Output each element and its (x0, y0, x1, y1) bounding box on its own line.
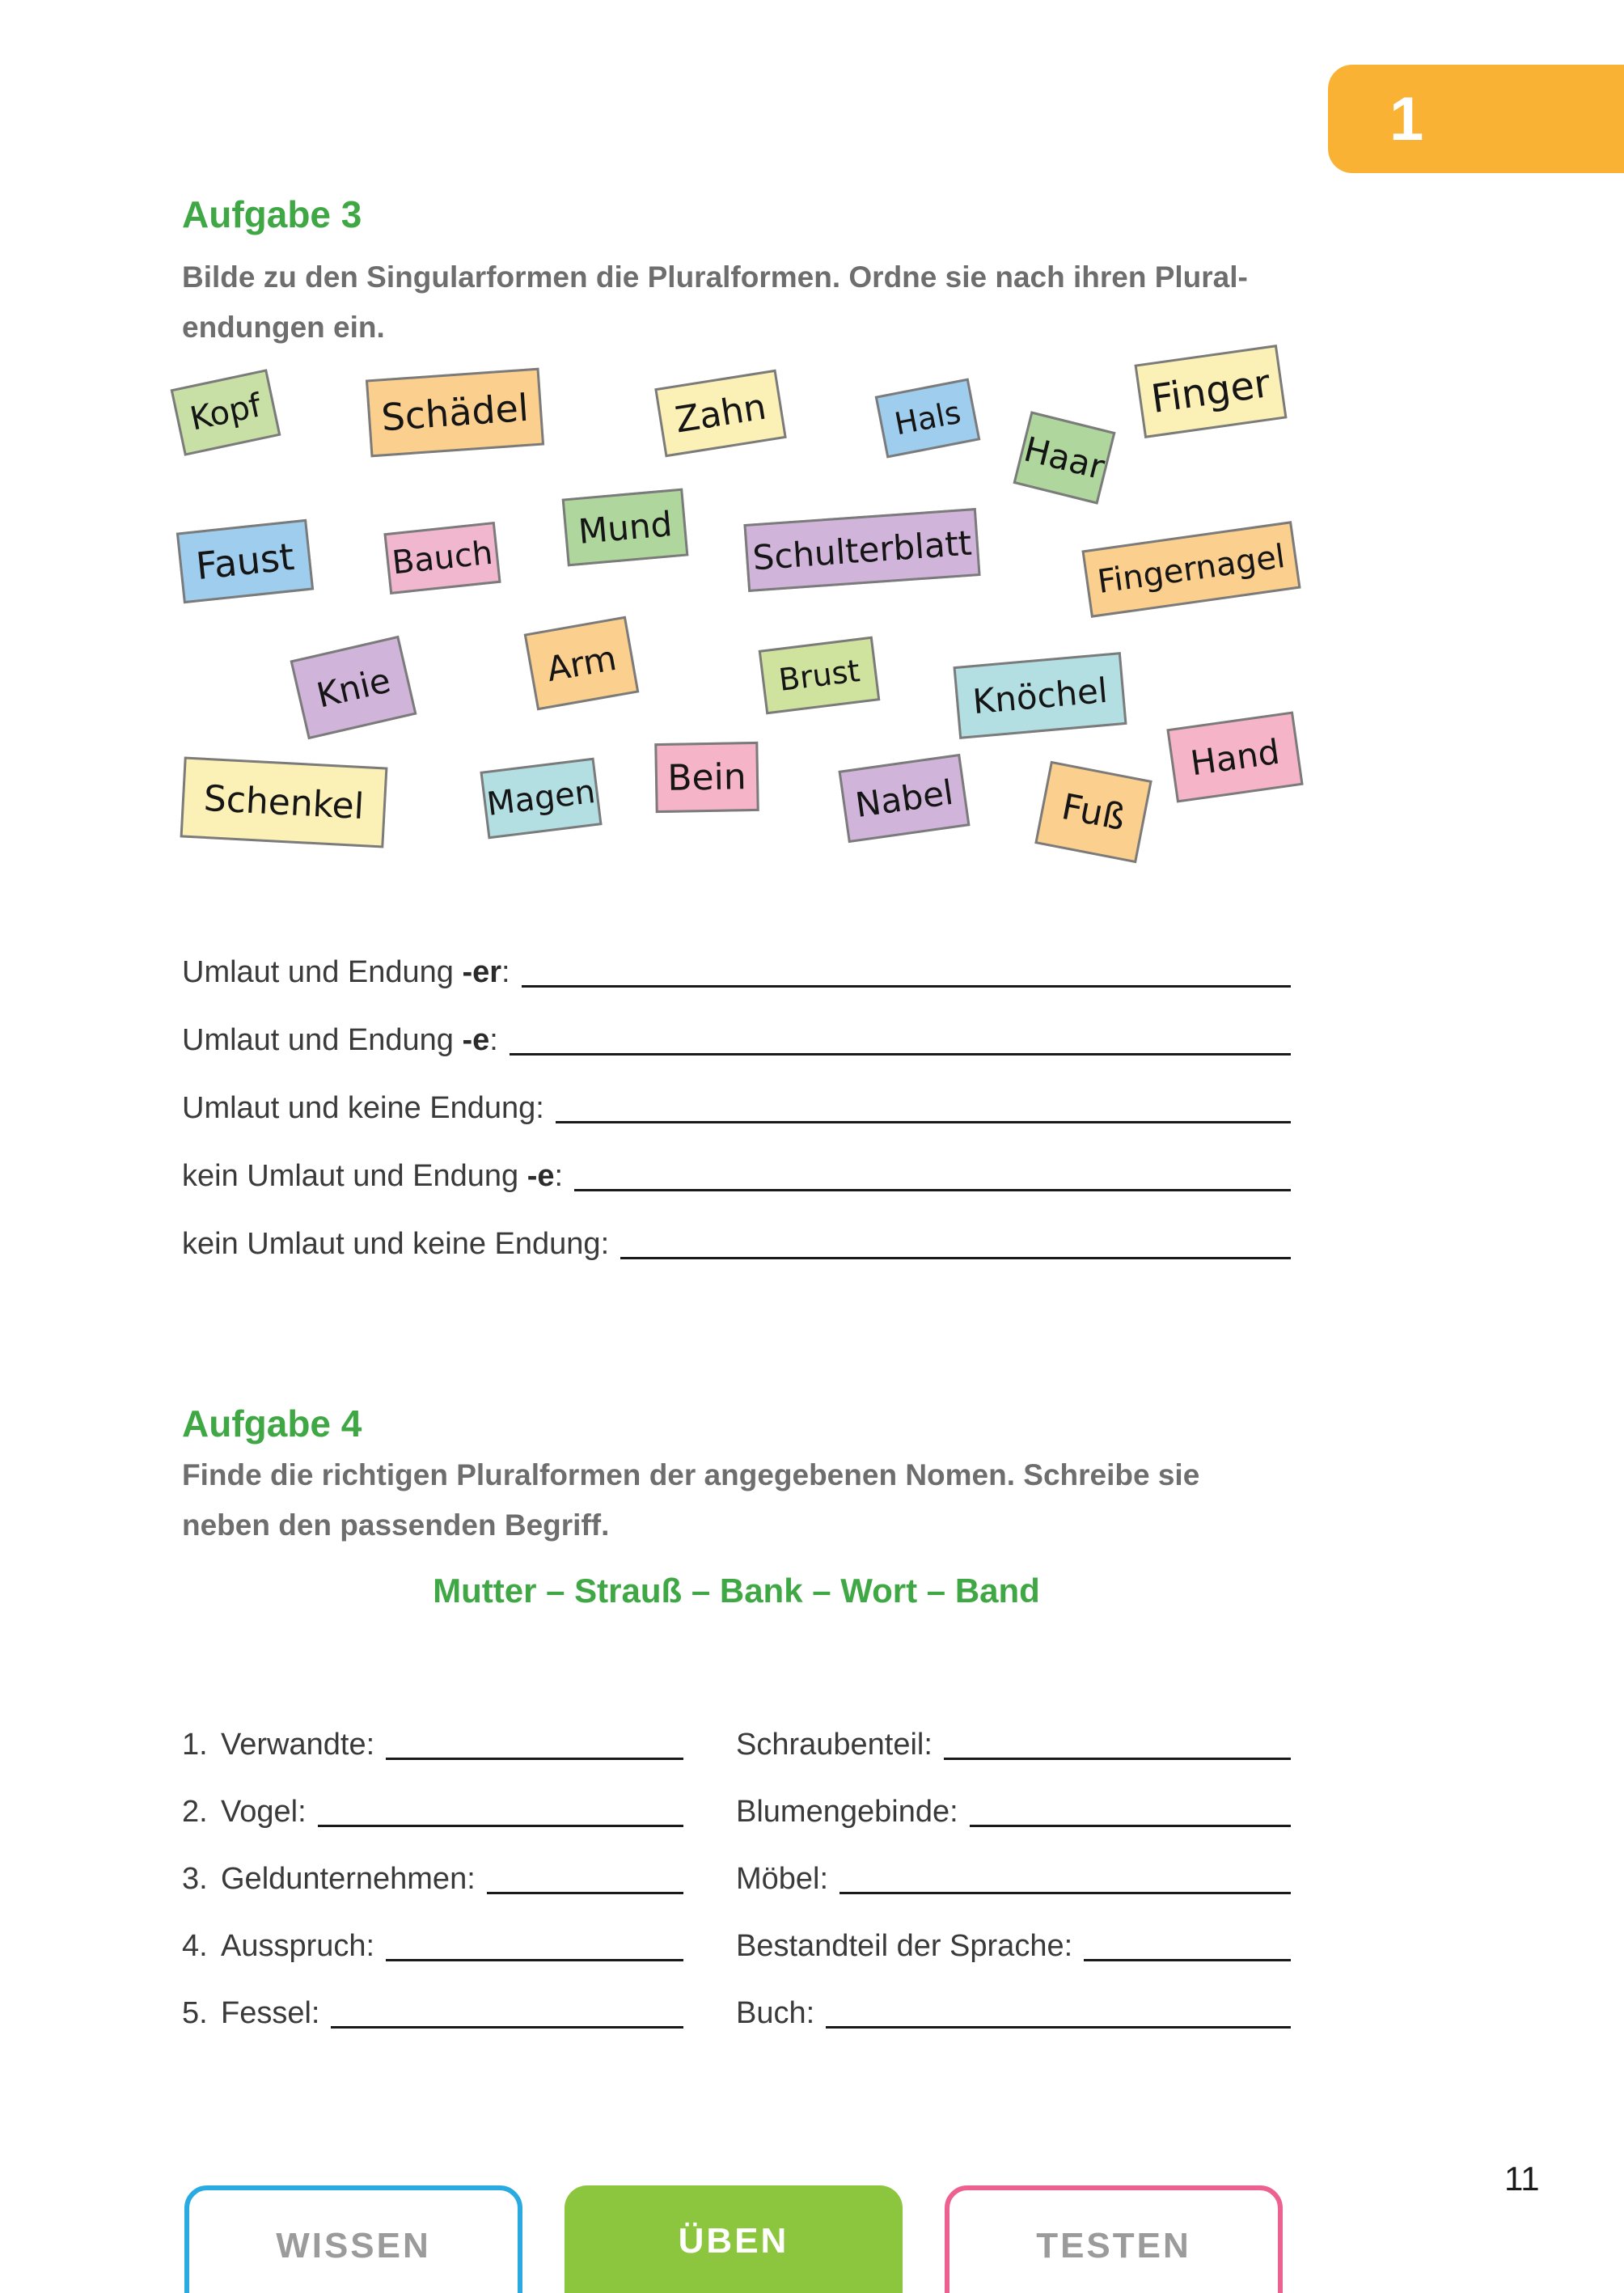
aufgabe4-item-list (182, 1718, 1291, 2054)
word-card-label: Nabel (852, 772, 956, 825)
footer-tab-label: WISSEN (276, 2226, 431, 2266)
item-number: 1. (182, 1728, 208, 1762)
footer-tab-label: ÜBEN (678, 2221, 789, 2261)
word-card-nabel[interactable] (838, 754, 970, 843)
item-label: Verwandte: (221, 1728, 375, 1762)
word-card-label: Magen (484, 772, 598, 824)
word-card-label: Haar (1020, 429, 1109, 487)
item-row-3 (182, 1852, 1291, 1897)
item-label: Bestandteil der Sprache: (736, 1929, 1073, 1963)
item-left-ausspruch- (182, 1929, 683, 1964)
item-number: 5. (182, 1996, 208, 2030)
word-card-label: Knöchel (971, 670, 1110, 721)
aufgabe3-instruction (182, 252, 1306, 353)
item-label: Vogel: (221, 1795, 307, 1829)
item-label: Buch: (736, 1996, 815, 2030)
word-card-label: Zahn (672, 385, 769, 442)
blank-row-label: Umlaut und keine Endung: (182, 1091, 544, 1125)
word-card-fuss[interactable] (1034, 761, 1152, 864)
aufgabe4-word-bank: Mutter – Strauß – Bank – Wort – Band (433, 1572, 1040, 1610)
word-card-label: Brust (776, 653, 862, 698)
item-right-moebel- (736, 1862, 1291, 1897)
word-card-knoechel[interactable] (953, 652, 1127, 739)
word-card-brust[interactable] (759, 637, 881, 715)
item-number: 2. (182, 1795, 208, 1829)
word-card-label: Schenkel (202, 777, 366, 827)
word-card-label: Fuß (1058, 785, 1129, 839)
word-card-label: Schädel (379, 385, 531, 440)
answer-line[interactable] (318, 1825, 683, 1827)
item-label: Möbel: (736, 1862, 829, 1896)
word-card-bauch[interactable] (383, 522, 501, 594)
answer-line[interactable] (331, 2026, 683, 2029)
item-label: Geldunternehmen: (221, 1862, 476, 1896)
item-label: Schraubenteil: (736, 1728, 933, 1762)
blank-row-label: Umlaut und Endung -e: (182, 1023, 498, 1057)
item-number: 3. (182, 1862, 208, 1896)
unit-number-tab (1328, 65, 1624, 173)
answer-line[interactable] (839, 1892, 1291, 1894)
footer-tab-wissen[interactable] (184, 2185, 522, 2293)
word-card-label: Bauch (390, 534, 495, 582)
aufgabe3-instruction-line1: Bilde zu den Singularformen die Pluralformen. Ordne sie nach ihren Plural- (182, 260, 1248, 294)
item-left-fessel- (182, 1996, 683, 2031)
answer-line[interactable] (826, 2026, 1291, 2029)
blank-row-1 (182, 945, 1291, 990)
word-card-label: Bein (666, 755, 747, 799)
word-card-finger[interactable] (1134, 345, 1287, 438)
aufgabe4-instruction (182, 1450, 1306, 1551)
blank-row-label: kein Umlaut und Endung -e: (182, 1159, 564, 1193)
blank-row-5 (182, 1216, 1291, 1262)
blank-row-label: Umlaut und Endung -er: (182, 955, 510, 989)
word-card-schulterblatt[interactable] (743, 508, 980, 592)
answer-line[interactable] (487, 1892, 683, 1894)
item-number: 4. (182, 1929, 208, 1963)
blank-row-3 (182, 1081, 1291, 1126)
page-number: 11 (1504, 2160, 1540, 2198)
item-right-buch- (736, 1996, 1291, 2031)
item-row-5 (182, 1986, 1291, 2031)
word-card-haar[interactable] (1013, 411, 1115, 504)
aufgabe3-blank-rows (182, 945, 1291, 1284)
answer-line[interactable] (944, 1758, 1291, 1760)
answer-line[interactable] (574, 1189, 1291, 1191)
word-card-label: Faust (193, 534, 297, 589)
word-card-mund[interactable] (562, 489, 689, 567)
unit-number: 1 (1389, 84, 1424, 154)
word-card-faust[interactable] (176, 519, 314, 603)
word-card-label: Schulterblatt (751, 522, 974, 577)
word-card-kopf[interactable] (171, 369, 281, 456)
item-left-geldunternehmen- (182, 1862, 683, 1897)
answer-line[interactable] (556, 1121, 1291, 1123)
blank-row-2 (182, 1013, 1291, 1058)
item-right-bestandteil-der-sprache- (736, 1929, 1291, 1964)
word-card-label: Arm (543, 637, 620, 689)
aufgabe3-instruction-line2: endungen ein. (182, 311, 385, 344)
word-card-hand[interactable] (1166, 711, 1303, 802)
answer-line[interactable] (510, 1053, 1291, 1056)
answer-line[interactable] (522, 985, 1291, 988)
answer-line[interactable] (620, 1257, 1291, 1259)
word-card-label: Kopf (187, 387, 264, 438)
aufgabe4-instruction-line2: neben den passenden Begriff. (182, 1508, 610, 1542)
item-label: Fessel: (221, 1996, 320, 2030)
word-card-hals[interactable] (875, 378, 981, 458)
aufgabe3-title: Aufgabe 3 (182, 193, 362, 235)
word-card-knie[interactable] (290, 636, 417, 739)
answer-line[interactable] (386, 1758, 683, 1760)
footer-tab-ueben[interactable] (565, 2185, 903, 2293)
item-row-4 (182, 1919, 1291, 1964)
word-card-bein[interactable] (654, 742, 759, 813)
word-card-arm[interactable] (524, 616, 640, 711)
answer-line[interactable] (386, 1959, 683, 1961)
item-row-2 (182, 1785, 1291, 1830)
word-card-label: Knie (312, 659, 395, 716)
word-card-schaedel[interactable] (366, 368, 544, 458)
word-card-label: Mund (577, 503, 674, 552)
blank-row-4 (182, 1149, 1291, 1194)
item-label: Ausspruch: (221, 1929, 375, 1963)
answer-line[interactable] (970, 1825, 1291, 1827)
item-right-schraubenteil- (736, 1728, 1291, 1762)
footer-tab-testen[interactable] (945, 2185, 1283, 2293)
item-left-verwandte- (182, 1728, 683, 1762)
word-card-label: Finger (1148, 361, 1273, 423)
word-card-label: Hand (1187, 731, 1283, 783)
answer-line[interactable] (1084, 1959, 1291, 1961)
word-card-label: Fingernagel (1095, 537, 1288, 602)
aufgabe4-title: Aufgabe 4 (182, 1402, 362, 1445)
word-card-fingernagel[interactable] (1081, 521, 1300, 618)
blank-row-label: kein Umlaut und keine Endung: (182, 1227, 610, 1261)
item-label: Blumengebinde: (736, 1795, 958, 1829)
item-row-1 (182, 1718, 1291, 1762)
footer-tab-label: TESTEN (1036, 2226, 1191, 2266)
word-card-magen[interactable] (480, 758, 602, 840)
aufgabe4-instruction-line1: Finde die richtigen Pluralformen der angegebenen Nomen. Schreibe sie (182, 1458, 1200, 1491)
word-card-label: Hals (891, 394, 964, 442)
footer-tab-bar (184, 2185, 1283, 2293)
word-card-zahn[interactable] (654, 370, 787, 458)
item-left-vogel- (182, 1795, 683, 1830)
word-card-schenkel[interactable] (180, 756, 388, 848)
item-right-blumengebinde- (736, 1795, 1291, 1830)
